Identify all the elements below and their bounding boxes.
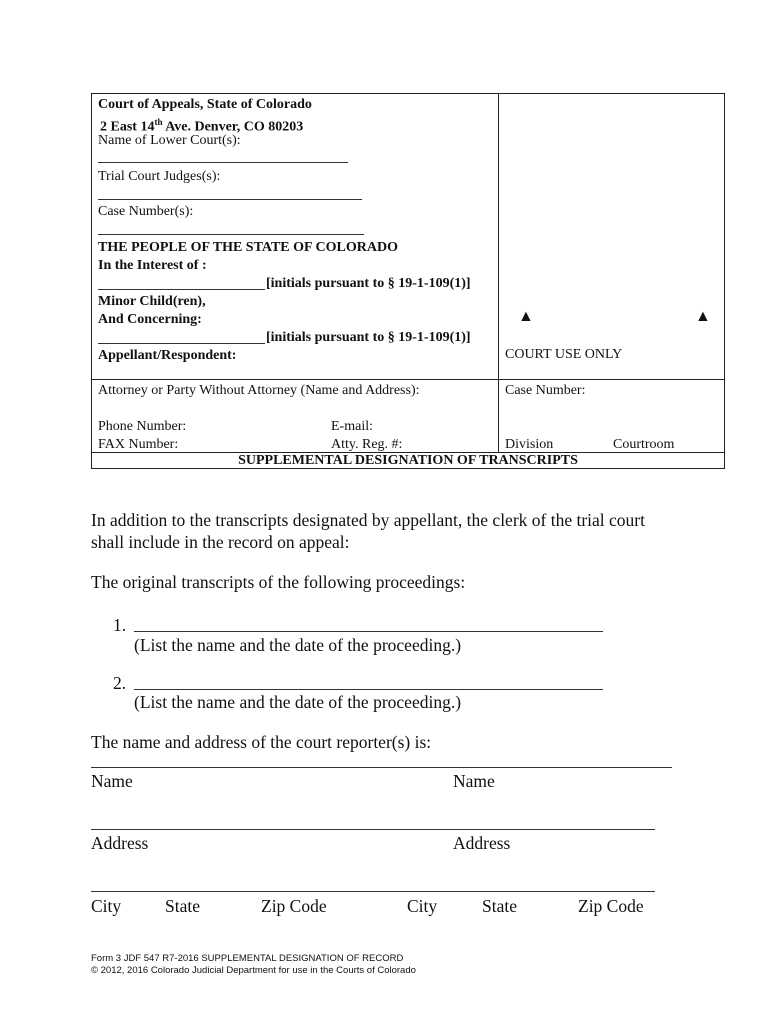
case-numbers-label: Case Number(s): xyxy=(98,204,194,219)
people-line: THE PEOPLE OF THE STATE OF COLORADO xyxy=(98,240,399,255)
triangle-right-icon: ▲ xyxy=(695,308,711,325)
reporter-address-line[interactable] xyxy=(91,829,655,830)
trial-judges-label: Trial Court Judges(s): xyxy=(98,169,221,184)
courtroom-label: Courtroom xyxy=(613,437,675,452)
zip-right-label: Zip Code xyxy=(578,896,644,916)
court-use-only: COURT USE ONLY xyxy=(505,347,623,362)
name-left-label: Name xyxy=(91,771,133,791)
address-right-label: Address xyxy=(453,833,511,853)
city-right-label: City xyxy=(407,896,438,916)
interest-of-label: In the Interest of : xyxy=(98,258,207,273)
item-1-number: 1. xyxy=(113,615,127,635)
court-address: 2 East 14th Ave. Denver, CO 80203 xyxy=(100,117,304,135)
case-number-label: Case Number: xyxy=(505,383,586,398)
caption-row-divider xyxy=(91,379,725,380)
email-label: E-mail: xyxy=(331,419,373,434)
initials-note-2: [initials pursuant to § 19-1-109(1)] xyxy=(266,330,471,345)
intro-line-2: shall include in the record on appeal: xyxy=(91,532,350,552)
phone-label: Phone Number: xyxy=(98,419,187,434)
atty-reg-label: Atty. Reg. #: xyxy=(331,437,403,452)
initials-line-1[interactable] xyxy=(98,289,265,290)
item-1-hint: (List the name and the date of the proceeding.) xyxy=(134,635,462,655)
item-2-hint: (List the name and the date of the proceeding.) xyxy=(134,692,462,712)
trial-judges-line[interactable] xyxy=(98,199,362,200)
fax-label: FAX Number: xyxy=(98,437,179,452)
and-concerning-label: And Concerning: xyxy=(98,312,202,327)
item-1-line[interactable] xyxy=(134,631,603,632)
reporter-city-line[interactable] xyxy=(91,891,655,892)
intro-line-1: In addition to the transcripts designated by appellant, the clerk of the trial court xyxy=(91,510,645,530)
lower-court-label: Name of Lower Court(s): xyxy=(98,133,241,148)
item-2-number: 2. xyxy=(113,673,127,693)
attorney-label: Attorney or Party Without Attorney (Name and Address): xyxy=(98,383,420,398)
caption-column-divider xyxy=(498,93,499,453)
triangle-left-icon: ▲ xyxy=(518,308,534,325)
reporter-label: The name and address of the court reporter(s) is: xyxy=(91,732,432,752)
state-right-label: State xyxy=(482,896,517,916)
name-right-label: Name xyxy=(453,771,495,791)
original-transcripts-label: The original transcripts of the following proceedings: xyxy=(91,572,466,592)
division-label: Division xyxy=(505,437,554,452)
lower-court-line[interactable] xyxy=(98,162,348,163)
minor-children-label: Minor Child(ren), xyxy=(98,294,206,309)
address-left-label: Address xyxy=(91,833,149,853)
document-title: SUPPLEMENTAL DESIGNATION OF TRANSCRIPTS xyxy=(238,453,578,468)
case-numbers-line[interactable] xyxy=(98,234,364,235)
reporter-name-line[interactable] xyxy=(91,767,672,768)
state-left-label: State xyxy=(165,896,200,916)
court-name: Court of Appeals, State of Colorado xyxy=(98,97,312,112)
footer-form-id: Form 3 JDF 547 R7-2016 SUPPLEMENTAL DESIGNATION OF RECORD xyxy=(91,953,404,964)
item-2-line[interactable] xyxy=(134,689,603,690)
appellant-respondent-label: Appellant/Respondent: xyxy=(98,348,237,363)
initials-line-2[interactable] xyxy=(98,343,265,344)
zip-left-label: Zip Code xyxy=(261,896,327,916)
footer-copyright: © 2012, 2016 Colorado Judicial Department for use in the Courts of Colorado xyxy=(91,965,416,976)
city-left-label: City xyxy=(91,896,122,916)
initials-note-1: [initials pursuant to § 19-1-109(1)] xyxy=(266,276,471,291)
